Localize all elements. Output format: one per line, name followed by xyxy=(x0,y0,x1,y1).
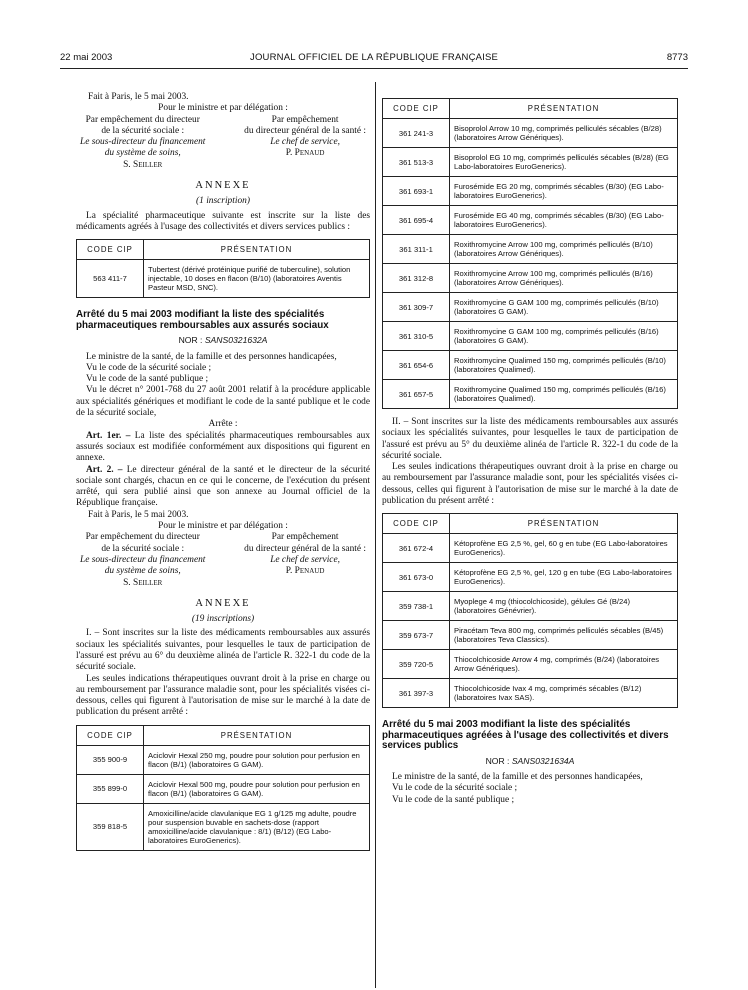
paragraph: Le ministre de la santé, de la famille et des personnes handicapées, xyxy=(86,351,337,362)
table-row xyxy=(77,803,370,850)
col-header-presentation: PRÉSENTATION xyxy=(144,240,370,260)
table-cip-1 xyxy=(76,239,370,298)
header-date: 22 mai 2003 xyxy=(60,52,113,63)
sig-line: Par empêchement du directeur xyxy=(85,114,200,125)
presentation: Furosémide EG 20 mg, comprimés sécables (B/30) (EG Labo-laboratoires EuroGenerics). xyxy=(450,177,678,206)
nor-label: NOR : xyxy=(485,755,510,766)
table-row xyxy=(383,351,678,380)
annexe-heading: ANNEXE xyxy=(195,597,251,609)
nor-reference xyxy=(76,335,370,346)
presentation: Roxithromycine G GAM 100 mg, comprimés pelliculés (B/16) (laboratoires G GAM). xyxy=(450,322,678,351)
presentation: Piracétam Teva 800 mg, comprimés pelliculés sécables (B/45) (laboratoires Teva Classics). xyxy=(450,621,678,650)
presentation: Furosémide EG 40 mg, comprimés sécables (B/30) (EG Labo-laboratoires EuroGenerics). xyxy=(450,206,678,235)
col-header-cip: CODE CIP xyxy=(383,514,450,534)
col-header-cip: CODE CIP xyxy=(77,725,144,745)
table-row xyxy=(383,380,678,409)
nor-reference xyxy=(382,756,678,767)
paragraph: II. – Sont inscrites sur la liste des médicaments remboursables aux assurés sociaux les spécialités suivantes, pour lesquelles le taux de participation de l'assuré est prévu au 5° du deuxième alinéa de l'article R. 322-1 du code de la sécurité sociale. xyxy=(382,417,678,461)
cip-code: 361 657-5 xyxy=(383,380,450,409)
presentation: Amoxicilline/acide clavulanique EG 1 g/125 mg adulte, poudre pour suspension buvable en sachets-dose (rapport amoxicilline/acide clavulanique : 8/1) (B/12) (EG Labo-laboratoires EuroGenerics). xyxy=(144,803,370,850)
paragraph: Les seules indications thérapeutiques ouvrant droit à la prise en charge ou au remboursement par l'assurance maladie sont, pour les spécialités visées ci-dessous, celles qui figurent à l'autorisation de mise sur le marché à la date de publication du présent arrêté : xyxy=(382,462,678,507)
paragraph: Vu le code de la sécurité sociale ; xyxy=(86,362,212,373)
cip-code: 361 310-5 xyxy=(383,322,450,351)
inscription-count: (19 inscriptions) xyxy=(191,614,255,625)
right-column xyxy=(382,98,678,806)
table-row xyxy=(383,293,678,322)
sig-line: du système de soins, xyxy=(104,148,181,159)
article-2 xyxy=(76,465,370,510)
table-row xyxy=(383,592,678,621)
cip-code: 361 311-1 xyxy=(383,235,450,264)
paragraph: Vu le code de la santé publique ; xyxy=(86,374,209,385)
presentation: Kétoprofène EG 2,5 %, gel, 120 g en tube (EG Labo-laboratoires EuroGenerics). xyxy=(450,563,678,592)
header-page-number: 8773 xyxy=(666,52,688,63)
table-row xyxy=(383,650,678,679)
delegation-line: Pour le ministre et par délégation : xyxy=(158,103,288,114)
table-cip-2 xyxy=(76,725,370,851)
col-header-presentation: PRÉSENTATION xyxy=(450,99,678,119)
table-cip-3 xyxy=(382,98,678,409)
presentation: Roxithromycine Qualimed 150 mg, comprimés pelliculés (B/16) (laboratoires Qualimed). xyxy=(450,380,678,409)
paragraph: I. – Sont inscrites sur la liste des médicaments remboursables aux assurés sociaux les spécialités suivantes, pour lesquelles le taux de participation de l'assuré est prévu au 6° du deuxième alinéa de l'article R. 322-1 du code de la sécurité sociale. xyxy=(76,628,370,673)
cip-code: 355 900-9 xyxy=(77,745,144,774)
article-1 xyxy=(76,431,370,465)
presentation: Myoplege 4 mg (thiocolchicoside), gélules Gé (B/24) (laboratoires Génévrier). xyxy=(450,592,678,621)
cip-code: 355 899-0 xyxy=(77,774,144,803)
signatory-name: P. Penaud xyxy=(285,566,325,577)
table-row xyxy=(383,679,678,708)
signature-block xyxy=(76,532,370,588)
table-row xyxy=(383,148,678,177)
signatory-name: S. Seiller xyxy=(123,159,163,170)
col-header-presentation: PRÉSENTATION xyxy=(144,725,370,745)
cip-code: 361 309-7 xyxy=(383,293,450,322)
cip-code: 361 673-0 xyxy=(383,563,450,592)
arrete-title: Arrêté du 5 mai 2003 modifiant la liste des spécialités pharmaceutiques agréées à l'usage des collectivités et divers services publics xyxy=(382,719,669,752)
presentation: Tubertest (dérivé protéinique purifié de tuberculine), solution injectable, 10 doses en flacon (B/10) (laboratoires Aventis Pasteur MSD, SNC). xyxy=(144,260,370,298)
signatory-name: S. Seiller xyxy=(123,577,163,588)
nor-code: SANS0321632A xyxy=(204,335,268,346)
table-row xyxy=(383,621,678,650)
cip-code: 359 673-7 xyxy=(383,621,450,650)
article-text: La liste des spécialités pharmaceutiques remboursables aux assurés sociaux est modifiée conformément aux dispositions qui figurent en annexe. xyxy=(76,430,371,464)
cip-code: 359 818-5 xyxy=(77,803,144,850)
left-column xyxy=(76,92,370,859)
table-row xyxy=(383,534,678,563)
signatory-name: P. Penaud xyxy=(285,148,325,159)
table-row xyxy=(383,235,678,264)
presentation: Roxithromycine G GAM 100 mg, comprimés pelliculés (B/10) (laboratoires G GAM). xyxy=(450,293,678,322)
sig-line: Le sous-directeur du financement xyxy=(80,554,206,565)
table-row xyxy=(383,119,678,148)
col-header-cip: CODE CIP xyxy=(383,99,450,119)
table-row xyxy=(383,322,678,351)
sig-line: Par empêchement du directeur xyxy=(85,532,200,543)
paragraph: Le ministre de la santé, de la famille et des personnes handicapées, xyxy=(392,772,643,783)
cip-code: 359 738-1 xyxy=(383,592,450,621)
delegation-line: Pour le ministre et par délégation : xyxy=(158,521,288,532)
arrete-line: Arrête : xyxy=(208,419,238,430)
col-header-cip: CODE CIP xyxy=(77,240,144,260)
article-label: Art. 2. – xyxy=(86,464,123,475)
header-journal: JOURNAL OFFICIEL DE LA RÉPUBLIQUE FRANÇAISE xyxy=(250,52,499,63)
sig-line: de la sécurité sociale : xyxy=(101,543,185,554)
cip-code: 361 695-4 xyxy=(383,206,450,235)
table-row xyxy=(383,177,678,206)
header-rule xyxy=(60,68,688,69)
cip-code: 361 513-3 xyxy=(383,148,450,177)
sig-line: Le sous-directeur du financement xyxy=(80,137,206,148)
sig-line: Le chef de service, xyxy=(270,137,340,148)
arrete-title: Arrêté du 5 mai 2003 modifiant la liste des spécialités pharmaceutiques remboursables aux assurés sociaux xyxy=(76,309,329,331)
cip-code: 563 411-7 xyxy=(77,260,144,298)
table-row xyxy=(77,260,370,298)
presentation: Kétoprofène EG 2,5 %, gel, 60 g en tube (EG Labo-laboratoires EuroGenerics). xyxy=(450,534,678,563)
table-row xyxy=(77,774,370,803)
presentation: Thiocolchicoside Ivax 4 mg, comprimés sécables (B/12) (laboratoires Ivax SAS). xyxy=(450,679,678,708)
table-cip-4 xyxy=(382,513,678,708)
sig-line: du système de soins, xyxy=(104,566,181,577)
cip-code: 361 672-4 xyxy=(383,534,450,563)
sig-line: du directeur général de la santé : xyxy=(244,543,366,554)
table-row xyxy=(77,745,370,774)
col-header-presentation: PRÉSENTATION xyxy=(450,514,678,534)
sig-line: de la sécurité sociale : xyxy=(101,125,185,136)
sig-line: du directeur général de la santé : xyxy=(244,125,366,136)
cip-code: 361 397-3 xyxy=(383,679,450,708)
presentation: Roxithromycine Qualimed 150 mg, comprimés pelliculés (B/10) (laboratoires Qualimed). xyxy=(450,351,678,380)
presentation: Thiocolchicoside Arrow 4 mg, comprimés (B/24) (laboratoires Arrow Génériques). xyxy=(450,650,678,679)
presentation: Aciclovir Hexal 500 mg, poudre pour solution pour perfusion en flacon (B/1) (laboratoires G GAM). xyxy=(144,774,370,803)
page-header xyxy=(60,52,688,66)
cip-code: 361 312-8 xyxy=(383,264,450,293)
cip-code: 361 693-1 xyxy=(383,177,450,206)
annexe-heading: ANNEXE xyxy=(195,180,251,192)
nor-code: SANS0321634A xyxy=(511,755,575,766)
article-text: Le directeur général de la santé et le directeur de la sécurité sociale sont chargés, chacun en ce qui le concerne, de l'exécution du présent arrêté, qui sera publié ainsi que son annexe au Journal officiel de la République française. xyxy=(76,464,370,509)
fait-line: Fait à Paris, le 5 mai 2003. xyxy=(88,92,189,102)
sig-line: Par empêchement xyxy=(271,114,339,125)
presentation: Aciclovir Hexal 250 mg, poudre pour solution pour perfusion en flacon (B/1) (laboratoires G GAM). xyxy=(144,745,370,774)
cip-code: 359 720-5 xyxy=(383,650,450,679)
presentation: Roxithromycine Arrow 100 mg, comprimés pelliculés (B/10) (laboratoires Arrow Génériques). xyxy=(450,235,678,264)
article-label: Art. 1er. – xyxy=(86,430,131,441)
paragraph: Vu le code de la santé publique ; xyxy=(392,794,515,805)
table-row xyxy=(383,264,678,293)
presentation: Roxithromycine Arrow 100 mg, comprimés pelliculés (B/16) (laboratoires Arrow Génériques). xyxy=(450,264,678,293)
table-row xyxy=(383,563,678,592)
presentation: Bisoprolol EG 10 mg, comprimés pelliculés sécables (B/28) (EG Labo-laboratoires EuroGenerics). xyxy=(450,148,678,177)
cip-code: 361 241-3 xyxy=(383,119,450,148)
cip-code: 361 654-6 xyxy=(383,351,450,380)
intro-paragraph: La spécialité pharmaceutique suivante est inscrite sur la liste des médicaments agréés à l'usage des collectivités et divers services publics : xyxy=(76,210,370,232)
table-row xyxy=(383,206,678,235)
paragraph: Vu le code de la sécurité sociale ; xyxy=(392,783,518,794)
paragraph: Vu le décret n° 2001-768 du 27 août 2001 relatif à la procédure applicable aux spécialités génériques et modifiant le code de la santé publique et le code de la sécurité sociale, xyxy=(76,385,370,419)
column-divider xyxy=(375,82,376,988)
fait-line: Fait à Paris, le 5 mai 2003. xyxy=(88,509,189,520)
sig-line: Par empêchement xyxy=(271,532,339,543)
paragraph: Les seules indications thérapeutiques ouvrant droit à la prise en charge ou au remboursement par l'assurance maladie sont, pour les spécialités visées ci-dessous, celles qui figurent à l'autorisation de mise sur le marché à la date de publication du présent arrêté : xyxy=(76,673,370,718)
sig-line: Le chef de service, xyxy=(270,554,340,565)
nor-label: NOR : xyxy=(178,335,203,346)
inscription-count: (1 inscription) xyxy=(196,196,250,207)
presentation: Bisoprolol Arrow 10 mg, comprimés pelliculés sécables (B/28) (laboratoires Arrow Génériques). xyxy=(450,119,678,148)
signature-block xyxy=(76,115,370,171)
